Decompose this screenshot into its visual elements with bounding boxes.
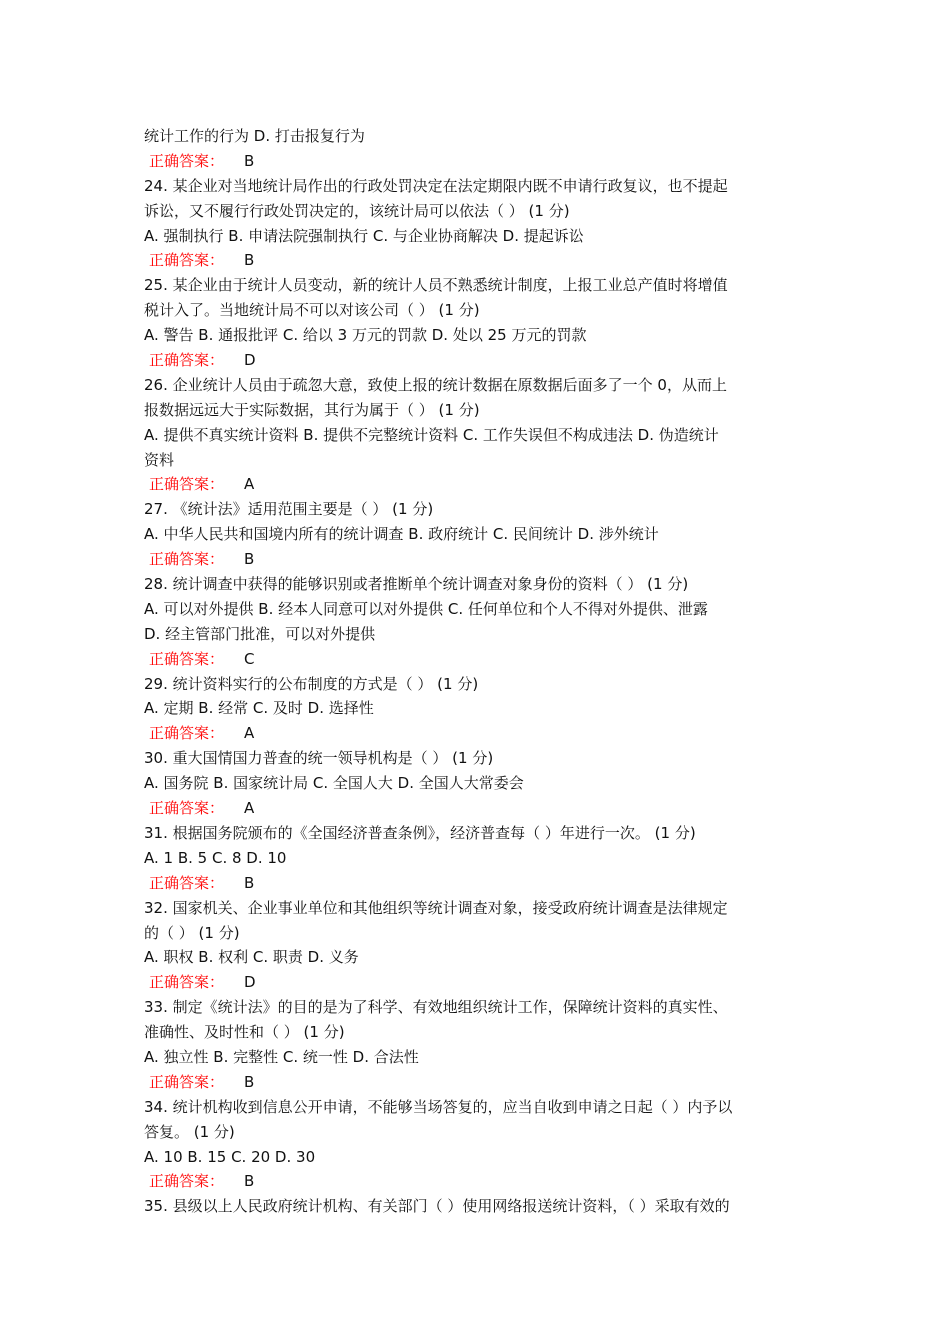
answer-value: B [244,1072,255,1091]
text-line: 24. 某企业对当地统计局作出的行政处罚决定在法定期限内既不申请行政复议，也不提起 [144,176,728,195]
text-line: D. 经主管部门批准，可以对外提供 [144,624,376,643]
answer-label: 正确答案： [149,151,225,170]
answer-value: B [244,873,255,892]
answer-line [144,796,812,821]
answer-label: 正确答案： [149,1172,225,1191]
answer-line [144,547,812,572]
answer-line [144,348,812,373]
text-line: 27. 《统计法》适用范围主要是（ ） (1 分) [144,500,434,519]
answer-value: B [244,251,255,270]
answer-label: 正确答案： [149,973,225,992]
answer-line [144,1070,812,1095]
text-line: A. 警告 B. 通报批评 C. 给以 3 万元的罚款 D. 处以 25 万元的罚款 [144,326,587,345]
text-line: A. 可以对外提供 B. 经本人同意可以对外提供 C. 任何单位和个人不得对外提供、泄露 [144,599,708,618]
text-line: 32. 国家机关、企业事业单位和其他组织等统计调查对象，接受政府统计调查是法律规定 [144,898,728,917]
text-line: 诉讼，又不履行行政处罚决定的，该统计局可以依法（ ） (1 分) [144,201,570,220]
answer-value: A [244,724,255,743]
text-line: 26. 企业统计人员由于疏忽大意，致使上报的统计数据在原数据后面多了一个 0，从而上 [144,375,727,394]
text-line: 30. 重大国情国力普查的统一领导机构是（ ） (1 分) [144,749,494,768]
document-page [144,124,812,1219]
text-line: 25. 某企业由于统计人员变动，新的统计人员不熟悉统计制度，上报工业总产值时将增值 [144,276,728,295]
answer-value: B [244,151,255,170]
answer-value: D [244,973,256,992]
text-line: 资料 [144,450,175,469]
answer-label: 正确答案： [149,475,225,494]
text-line: A. 职权 B. 权利 C. 职责 D. 义务 [144,948,359,967]
text-line: 统计工作的行为 D. 打击报复行为 [144,127,365,145]
text-line: A. 10 B. 15 C. 20 D. 30 [144,1147,316,1166]
answer-line [144,871,812,896]
text-line: A. 中华人民共和国境内所有的统计调查 B. 政府统计 C. 民间统计 D. 涉外统计 [144,525,659,544]
answer-value: B [244,550,255,569]
answer-line [144,647,812,672]
answer-label: 正确答案： [149,1072,225,1091]
answer-line [144,248,812,273]
answer-line [144,149,812,174]
answer-value: C [244,649,255,668]
answer-label: 正确答案： [149,550,225,569]
text-line: 准确性、及时性和（ ） (1 分) [144,1023,345,1042]
answer-line [144,721,812,746]
answer-label: 正确答案： [149,351,225,370]
text-line: 税计入了。当地统计局不可以对该公司（ ） (1 分) [144,301,480,320]
text-line: A. 独立性 B. 完整性 C. 统一性 D. 合法性 [144,1047,419,1066]
text-line: A. 国务院 B. 国家统计局 C. 全国人大 D. 全国人大常委会 [144,774,524,793]
answer-line [144,1169,812,1194]
text-line: A. 强制执行 B. 申请法院强制执行 C. 与企业协商解决 D. 提起诉讼 [144,226,584,245]
text-line: 的（ ） (1 分) [144,923,240,942]
answer-label: 正确答案： [149,251,225,270]
answer-value: B [244,1172,255,1191]
text-line: 29. 统计资料实行的公布制度的方式是（ ） (1 分) [144,674,479,693]
text-line: 31. 根据国务院颁布的《全国经济普查条例》，经济普查每（ ）年进行一次。 (1 分) [144,823,696,842]
text-line: A. 1 B. 5 C. 8 D. 10 [144,848,287,867]
text-line: 答复。 (1 分) [144,1122,235,1141]
answer-label: 正确答案： [149,799,225,818]
answer-label: 正确答案： [149,724,225,743]
answer-value: A [244,475,255,494]
answer-label: 正确答案： [149,649,225,668]
answer-line [144,472,812,497]
text-line: 33. 制定《统计法》的目的是为了科学、有效地组织统计工作，保障统计资料的真实性、 [144,998,728,1017]
text-line: 28. 统计调查中获得的能够识别或者推断单个统计调查对象身份的资料（ ） (1 分) [144,575,689,594]
answer-label: 正确答案： [149,873,225,892]
answer-value: A [244,799,255,818]
text-line: A. 提供不真实统计资料 B. 提供不完整统计资料 C. 工作失误但不构成违法 D. 伪造统计 [144,425,719,444]
text-line: 报数据远远大于实际数据，其行为属于（ ） (1 分) [144,400,480,419]
text-line: 35. 县级以上人民政府统计机构、有关部门（ ）使用网络报送统计资料，（ ）采取有效的 [144,1197,730,1216]
text-line: 34. 统计机构收到信息公开申请，不能够当场答复的，应当自收到申请之日起（ ）内予以 [144,1097,733,1116]
text-line: A. 定期 B. 经常 C. 及时 D. 选择性 [144,699,374,718]
answer-line [144,970,812,995]
answer-value: D [244,351,256,370]
